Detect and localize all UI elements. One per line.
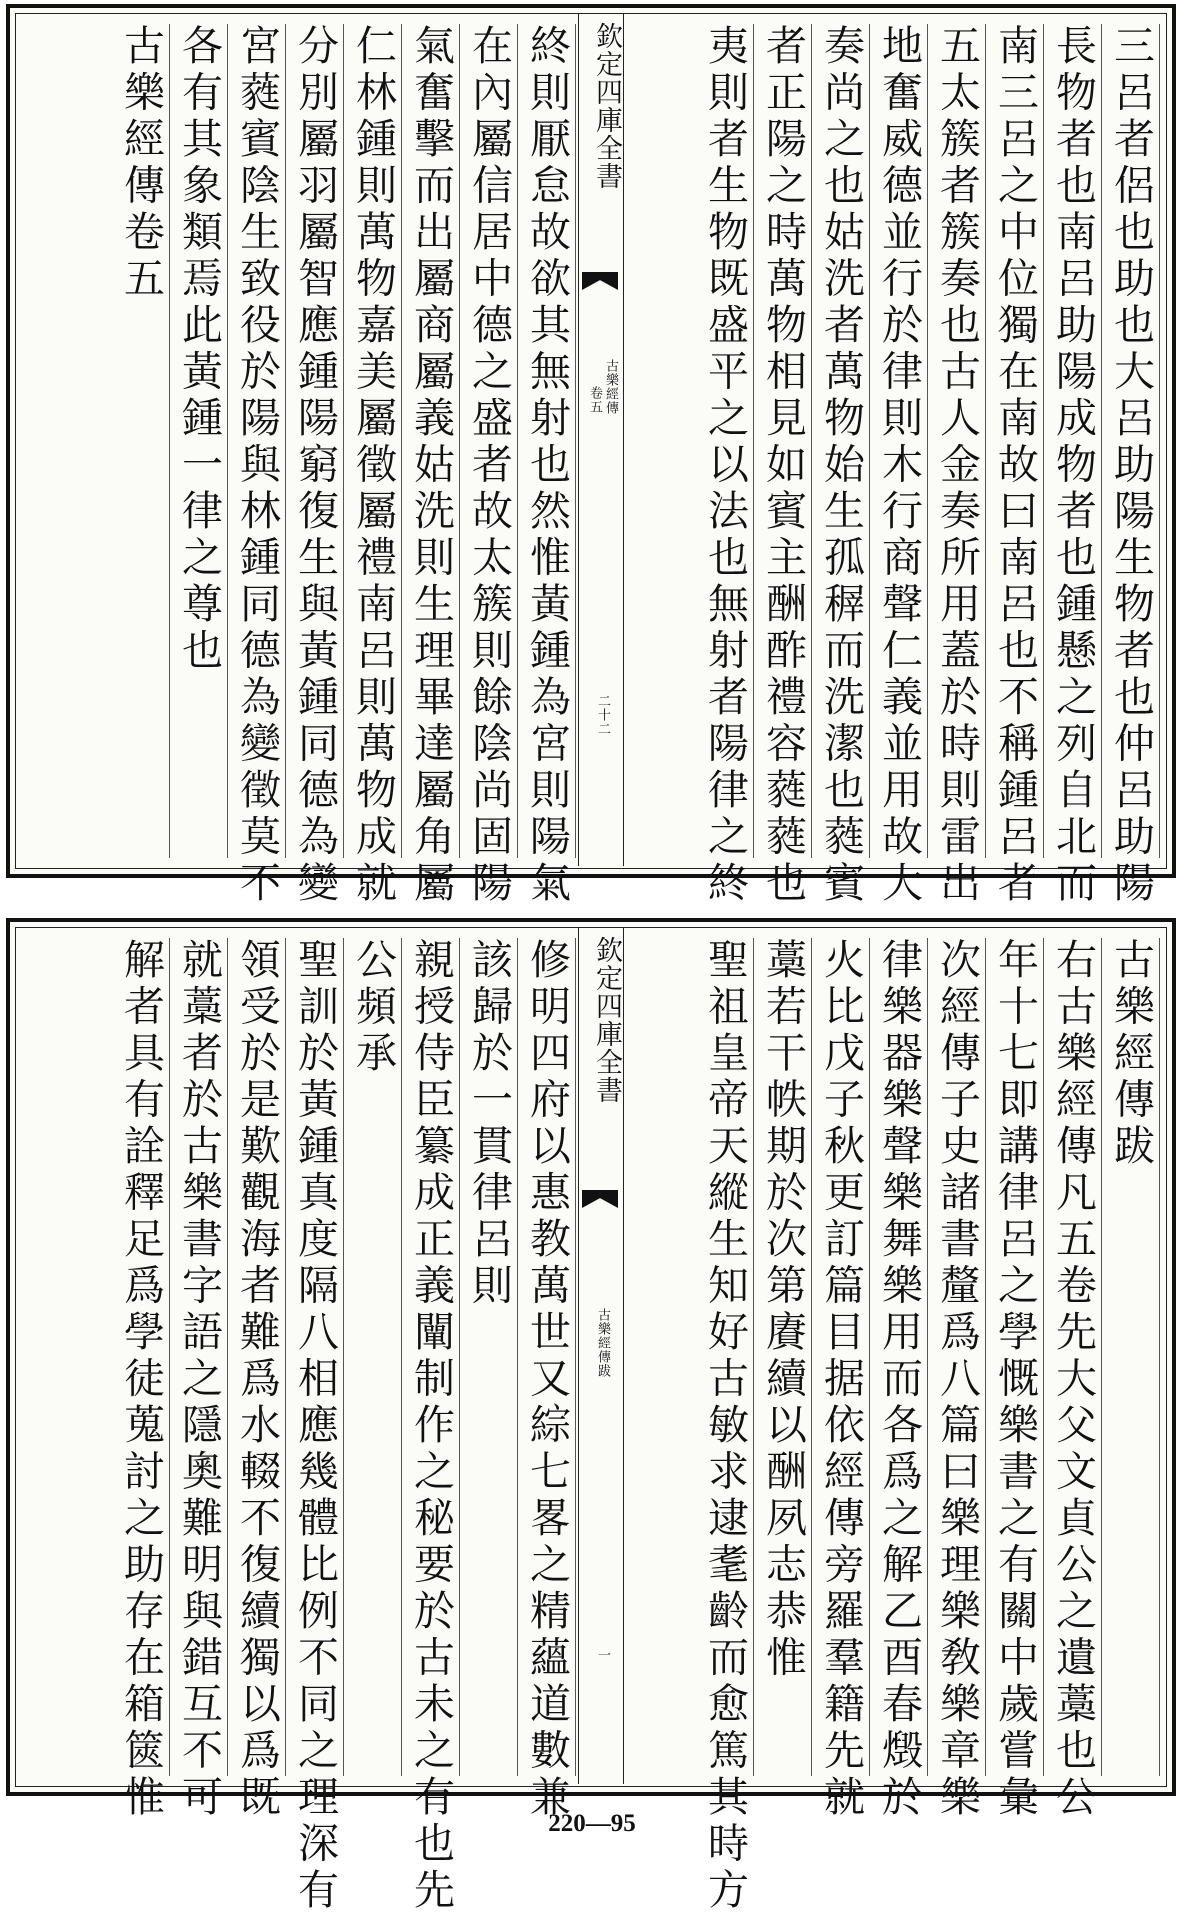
- top_page-column-text: 分別屬羽屬智應鍾陽窮復生與黃鍾同德為變: [291, 24, 339, 908]
- top_page-column: [286, 24, 344, 908]
- fish-tail-mark: [582, 1190, 618, 1208]
- bottom_page-column: [986, 938, 1044, 1822]
- bottom_page-column: [812, 938, 870, 1822]
- top_page-column-text: 氣奮擊而出屬商屬義姑洗則生理畢達屬角屬: [407, 24, 455, 908]
- bottom_page-column: [344, 938, 402, 1776]
- bottom_page-column-text: 領受於是歎觀海者難爲水輟不復續獨以爲既: [233, 938, 281, 1822]
- bottom_page-column: [754, 938, 812, 1776]
- top_page-column: [696, 24, 754, 908]
- top_page-column: [518, 24, 576, 908]
- top_page-column-text: 終則厭怠故欲其無射也然惟黃鍾為宮則陽氣: [523, 24, 571, 908]
- top_page-column: [1044, 24, 1102, 908]
- top_page-column-text: 長物者也南呂助陽成物者也鍾懸之列自北而: [1049, 24, 1097, 908]
- bottom_page-column: [928, 938, 986, 1822]
- top_page-column: [170, 24, 228, 858]
- top_page-column-text: 仁林鍾則萬物嘉美屬徵屬禮南呂則萬物成就: [349, 24, 397, 908]
- top_page-column-text: 宮蕤賓陰生致役於陽與林鍾同德為變徵莫不: [233, 24, 281, 908]
- bottom_page-column: [1044, 938, 1102, 1822]
- spine-title: 欽定四庫全書: [591, 22, 622, 190]
- bottom_page-column-text: 次經傳子史諸書釐爲八篇曰樂理樂敎樂章樂: [933, 938, 981, 1822]
- bottom_page-column-text: 就藁者於古樂書字語之隱奧難明與錯互不可: [175, 938, 223, 1822]
- bottom_page-column: [870, 938, 928, 1822]
- spine-volume: 卷五: [587, 386, 602, 414]
- bottom_page-column: [286, 938, 344, 1915]
- bottom_page-column: [170, 938, 228, 1822]
- bottom_page-column-text: 該歸於一貫律呂則: [465, 938, 513, 1310]
- top_page-column: [870, 24, 928, 908]
- top_page-column-text: 者正陽之時萬物相見如賓主酬酢禮容蕤蕤也: [759, 24, 807, 908]
- top_page-column-text: 古樂經傳卷五: [117, 24, 165, 303]
- spine-book-title: 古樂經傳跋: [595, 1308, 610, 1378]
- bottom_page-column-text: 年十七即講律呂之學慨樂書之有關中歲嘗彙: [991, 938, 1039, 1822]
- page-number-footer: 220—95: [548, 1810, 636, 1837]
- top-page: [6, 4, 1176, 908]
- bottom_page-column: [112, 938, 170, 1822]
- top_page-column: [344, 24, 402, 908]
- bottom-page-spine: [578, 928, 624, 1784]
- top_page-column-text: 南三呂之中位獨在南故曰南呂也不稱鍾呂者: [991, 24, 1039, 908]
- bottom_page-column-text: 律樂器樂聲樂舞樂用而各爲之解乙酉春燬於: [875, 938, 923, 1822]
- top_page-column-text: 各有其象類焉此黃鍾一律之尊也: [175, 24, 223, 675]
- top_page-column-text: 奏尚之也姑洗者萬物始生孤稺而洗潔也蕤賓: [817, 24, 865, 908]
- bottom_page-column: [402, 938, 460, 1915]
- top-page-spine: [578, 14, 624, 866]
- bottom_page-column: [518, 938, 576, 1822]
- bottom_page-column-text: 聖祖皇帝天縱生知好古敏求逮耄齡而愈篤其時方: [701, 938, 749, 1915]
- bottom_page-column-text: 聖訓於黃鍾真度隔八相應幾體比例不同之理深有: [291, 938, 339, 1915]
- fish-tail-mark: [582, 272, 618, 290]
- top_page-column-text: 夷則者生物既盛平之以法也無射者陽律之終: [701, 24, 749, 908]
- spine-book-title: 古樂經傳: [603, 359, 618, 415]
- top_page-column-text: 地奮威德並行於律則木行商聲仁義並用故大: [875, 24, 923, 908]
- top_page-column: [986, 24, 1044, 908]
- top_page-column-text: 五太簇者簇奏也古人金奏所用蓋於時則雷出: [933, 24, 981, 908]
- spine-page-number: 一: [595, 1648, 610, 1662]
- bottom_page-column-text: 古樂經傳跋: [1107, 938, 1155, 1171]
- spine-title: 欽定四庫全書: [591, 936, 622, 1104]
- bottom_page-column: [696, 938, 754, 1915]
- bottom_page-column-text: 親授侍臣纂成正義闡制作之秘要於古未之有也先: [407, 938, 455, 1915]
- top_page-column: [112, 24, 170, 858]
- bottom_page-column: [460, 938, 518, 1776]
- top_page-column: [754, 24, 812, 908]
- top_page-column-text: 三呂者侶也助也大呂助陽生物者也仲呂助陽: [1107, 24, 1155, 908]
- top_page-column: [402, 24, 460, 908]
- top_page-column: [460, 24, 518, 908]
- top_page-column-text: 在內屬信居中德之盛者故太簇則餘陰尚固陽: [465, 24, 513, 908]
- top_page-column: [812, 24, 870, 908]
- bottom_page-column-text: 右古樂經傳凡五卷先大父文貞公之遺藁也公: [1049, 938, 1097, 1822]
- top_page-column: [1102, 24, 1160, 908]
- top_page-column: [928, 24, 986, 908]
- bottom_page-column-text: 修明四府以惠教萬世又綜七畧之精蘊道數兼: [523, 938, 571, 1822]
- top-page-frame: [15, 13, 1167, 908]
- bottom_page-column-text: 火比戊子秋更訂篇目据依經傳旁羅羣籍先就: [817, 938, 865, 1822]
- bottom_page-column-text: 藁若干帙期於次第賡續以酬夙志恭惟: [759, 938, 807, 1682]
- top_page-column: [228, 24, 286, 908]
- bottom_page-column: [228, 938, 286, 1822]
- bottom_page-column: [1102, 938, 1160, 1776]
- spine-page-number: 二十二: [595, 694, 610, 736]
- bottom_page-column-text: 公頻承: [349, 938, 397, 1078]
- bottom_page-column-text: 解者具有詮釋足爲學徒蒐討之助存在箱篋惟: [117, 938, 165, 1822]
